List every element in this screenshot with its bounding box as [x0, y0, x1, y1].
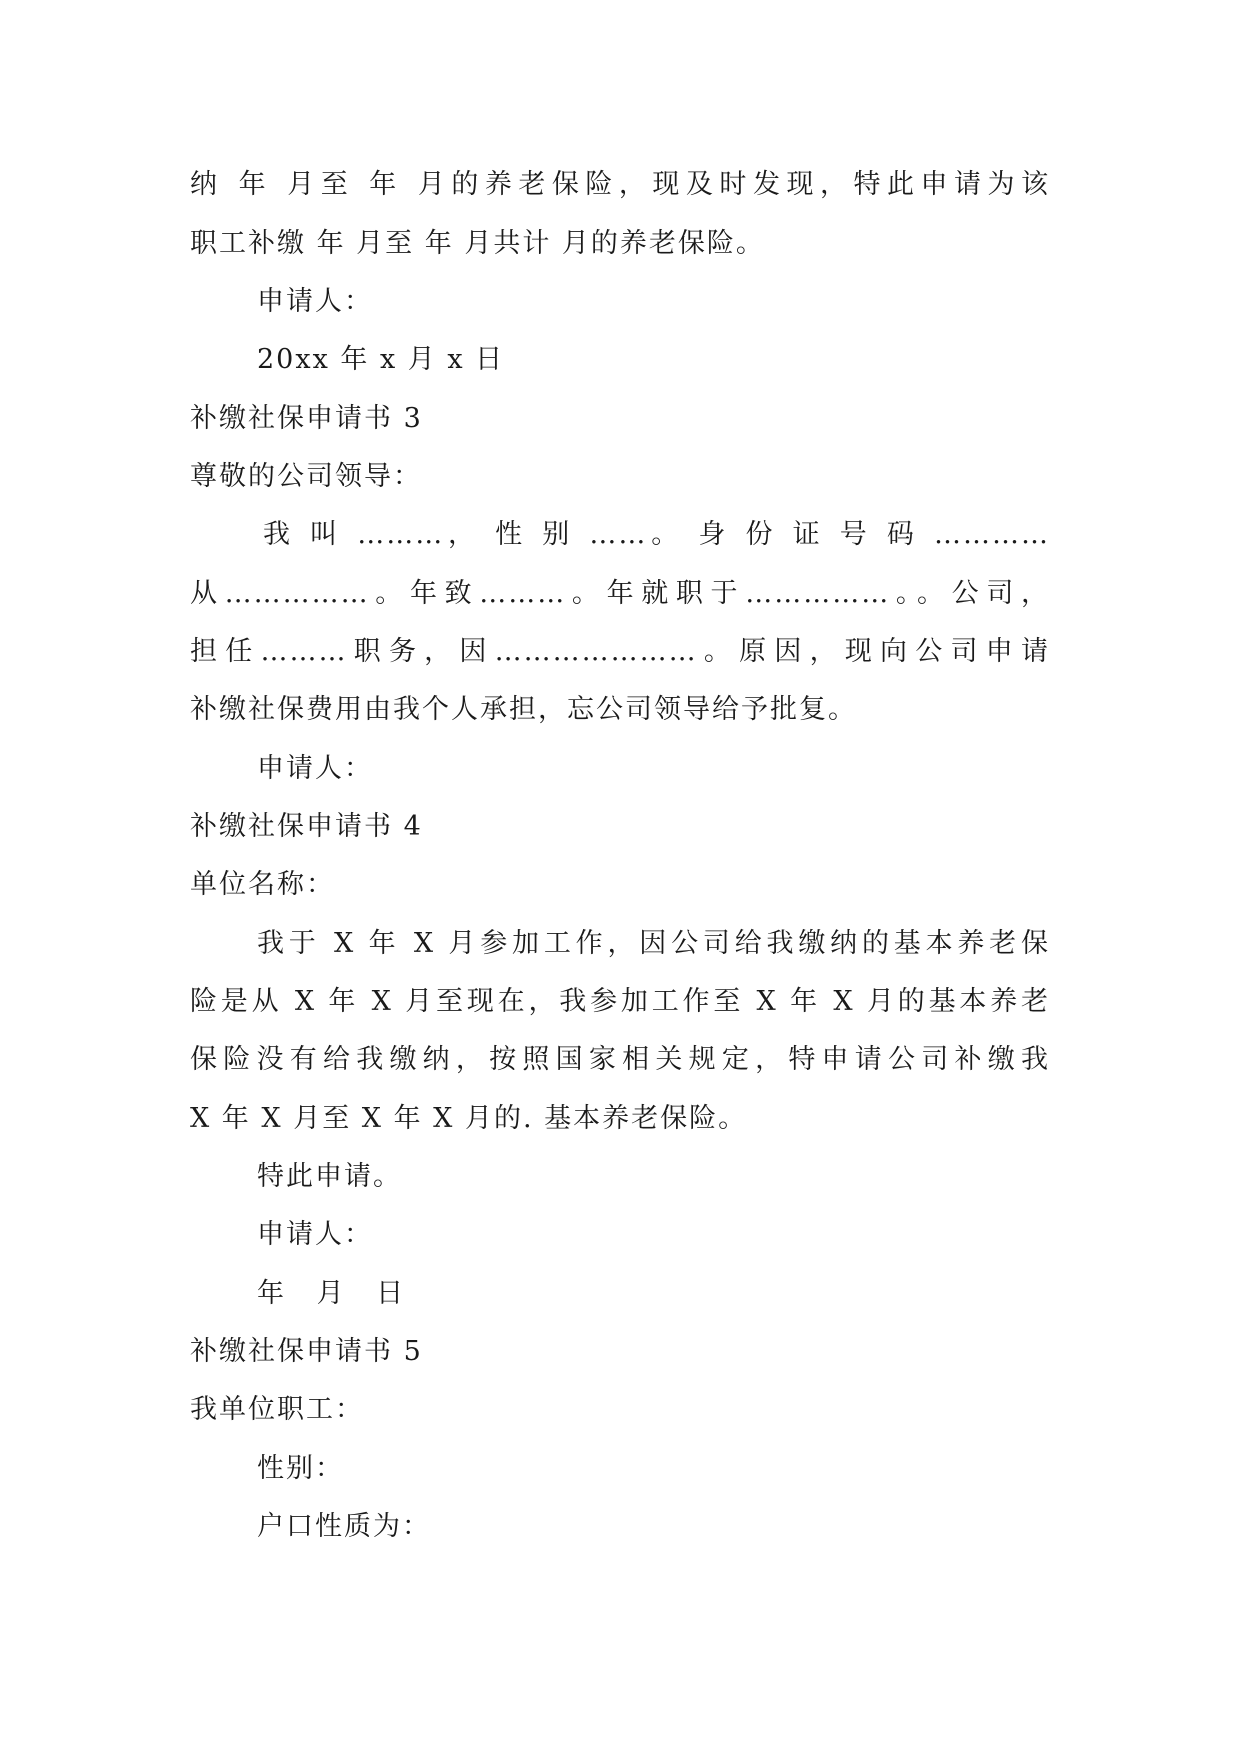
body-text-line: 担任………职务，因…………………。原因，现向公司申请 — [190, 636, 1050, 667]
date-line: 20xx 年 x 月 x 日 — [257, 344, 505, 375]
body-text-line: 职工补缴 年 月至 年 月共计 月的养老保险。 — [190, 228, 765, 259]
salutation: 单位名称： — [190, 869, 335, 900]
section-title: 补缴社保申请书 5 — [190, 1336, 423, 1367]
field-label: 户口性质为： — [257, 1511, 431, 1542]
date-line: 年 月 日 — [257, 1278, 416, 1309]
closing-text: 特此申请。 — [257, 1161, 402, 1192]
body-text-line: 纳 年 月至 年 月的养老保险，现及时发现，特此申请为该 — [190, 169, 1050, 200]
applicant-label: 申请人： — [257, 286, 373, 317]
section-title: 补缴社保申请书 4 — [190, 811, 423, 842]
salutation: 我单位职工： — [190, 1394, 364, 1425]
body-text-line: X 年 X 月至 X 年 X 月的. 基本养老保险。 — [190, 1103, 748, 1134]
body-text-line: 险是从 X 年 X 月至现在，我参加工作至 X 年 X 月的基本养老 — [190, 986, 1050, 1017]
body-text-line: 我 叫 ………， 性 别 ……。 身 份 证 号 码 ………… — [263, 519, 1050, 550]
applicant-label: 申请人： — [257, 1219, 373, 1250]
field-label: 性别： — [257, 1453, 344, 1484]
applicant-label: 申请人： — [257, 753, 373, 784]
body-text-line: 补缴社保费用由我个人承担，忘公司领导给予批复。 — [190, 694, 857, 725]
body-text-line: 从……………。年致………。年就职于……………。。公司， — [190, 578, 1050, 609]
body-text-line: 保险没有给我缴纳，按照国家相关规定，特申请公司补缴我 — [190, 1044, 1050, 1075]
body-text-line: 我于 X 年 X 月参加工作，因公司给我缴纳的基本养老保 — [257, 928, 1050, 959]
salutation: 尊敬的公司领导： — [190, 461, 422, 492]
section-title: 补缴社保申请书 3 — [190, 403, 423, 434]
